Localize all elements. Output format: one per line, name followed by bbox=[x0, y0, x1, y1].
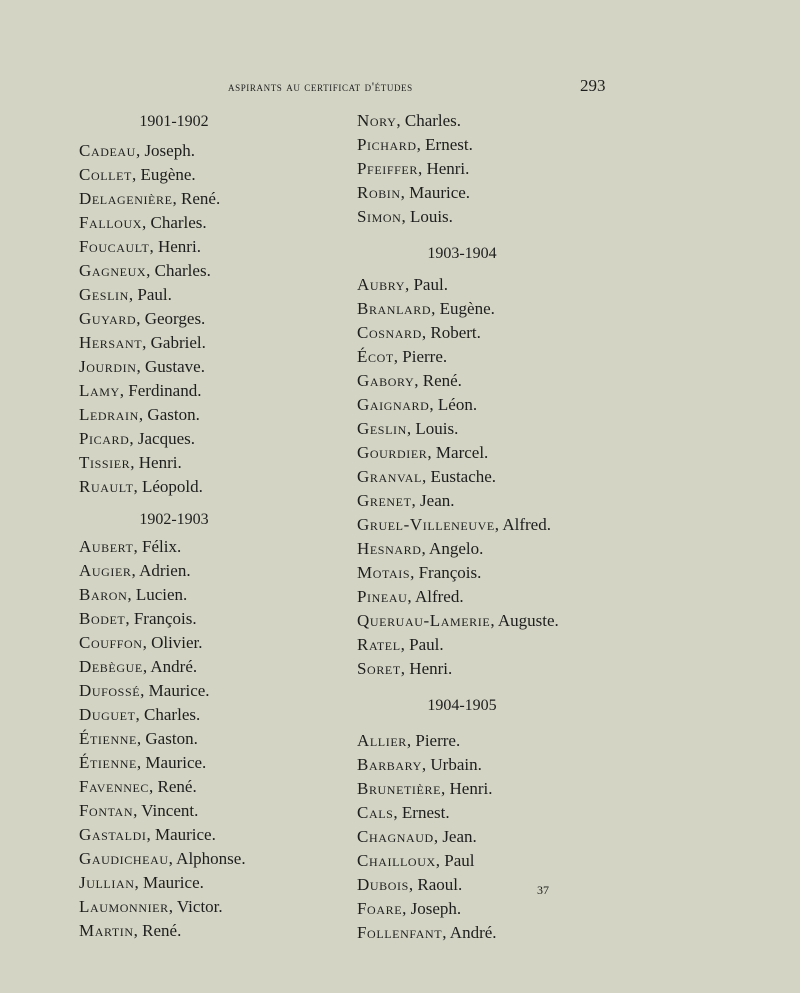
surname: Ledrain bbox=[79, 405, 139, 424]
surname: Ruault bbox=[79, 477, 134, 496]
surname: Martin bbox=[79, 921, 134, 940]
surname: Queruau-Lamerie bbox=[357, 611, 491, 630]
list-item: Favennec, René. bbox=[79, 777, 197, 796]
list-item: Soret, Henri. bbox=[357, 659, 453, 678]
given-name: Ernest. bbox=[401, 803, 450, 822]
given-name: Auguste. bbox=[497, 611, 559, 630]
list-item: Écot, Pierre. bbox=[357, 347, 448, 366]
given-name: Alfred. bbox=[414, 587, 464, 606]
list-item: Baron, Lucien. bbox=[79, 585, 188, 604]
surname: Barbary bbox=[357, 755, 422, 774]
surname: Debègue bbox=[79, 657, 143, 676]
surname: Pichard bbox=[357, 135, 417, 154]
list-item: Dufossé, Maurice. bbox=[79, 681, 210, 700]
page-number: 293 bbox=[580, 76, 606, 95]
list-item: Robin, Maurice. bbox=[357, 183, 471, 202]
given-name: Maurice. bbox=[145, 753, 207, 772]
surname: Écot bbox=[357, 347, 394, 366]
given-name: Jacques. bbox=[137, 429, 196, 448]
list-item: Ratel, Paul. bbox=[357, 635, 444, 654]
list-item: Gaignard, Léon. bbox=[357, 395, 478, 414]
list-item: Pfeiffer, Henri. bbox=[357, 159, 470, 178]
list-item: Debègue, André. bbox=[79, 657, 198, 676]
list-item: Aubert, Félix. bbox=[79, 537, 182, 556]
given-name: Pierre. bbox=[402, 347, 448, 366]
surname: Dufossé bbox=[79, 681, 141, 700]
surname: Étienne bbox=[79, 753, 137, 772]
given-name: René. bbox=[142, 921, 182, 940]
given-name: Alfred. bbox=[502, 515, 551, 534]
given-name: Joseph. bbox=[144, 141, 195, 160]
given-name: Eugène. bbox=[140, 165, 196, 184]
given-name: Henri. bbox=[138, 453, 182, 472]
list-item: Granval, Eustache. bbox=[357, 467, 497, 486]
running-title: aspirants au certificat d'études bbox=[228, 79, 413, 94]
given-name: Gaston. bbox=[147, 405, 200, 424]
list-item: Dubois, Raoul. bbox=[357, 875, 463, 894]
left-column bbox=[79, 107, 379, 943]
given-name: Paul. bbox=[409, 635, 444, 654]
given-name: Charles. bbox=[404, 111, 462, 130]
year-heading: 1904-1905 bbox=[427, 697, 497, 714]
name-list bbox=[357, 273, 657, 681]
surname: Lamy bbox=[79, 381, 120, 400]
list-item: Jullian, Maurice. bbox=[79, 873, 204, 892]
list-item: Lamy, Ferdinand. bbox=[79, 381, 202, 400]
surname: Duguet bbox=[79, 705, 136, 724]
list-item: Nory, Charles. bbox=[357, 111, 462, 130]
list-item: Bodet, François. bbox=[79, 609, 197, 628]
given-name: Eugène. bbox=[439, 299, 495, 318]
list-item: Allier, Pierre. bbox=[357, 731, 461, 750]
list-item: Laumonnier, Victor. bbox=[79, 897, 223, 916]
surname: Simon bbox=[357, 207, 402, 226]
surname: Branlard bbox=[357, 299, 432, 318]
surname: Dubois bbox=[357, 875, 409, 894]
list-item: Collet, Eugène. bbox=[79, 165, 196, 184]
list-item: Delagenière, René. bbox=[79, 189, 221, 208]
surname: Gruel-Villeneuve bbox=[357, 515, 495, 534]
list-item: Foare, Joseph. bbox=[357, 899, 462, 918]
surname: Soret bbox=[357, 659, 401, 678]
given-name: Victor. bbox=[176, 897, 223, 916]
list-item: Gourdier, Marcel. bbox=[357, 443, 489, 462]
given-name: Gaston. bbox=[145, 729, 198, 748]
surname: Collet bbox=[79, 165, 132, 184]
list-item: Guyard, Georges. bbox=[79, 309, 206, 328]
surname: Baron bbox=[79, 585, 128, 604]
given-name: Alphonse. bbox=[176, 849, 246, 868]
list-item: Falloux, Charles. bbox=[79, 213, 207, 232]
surname: Falloux bbox=[79, 213, 142, 232]
given-name: Raoul. bbox=[417, 875, 463, 894]
surname: Geslin bbox=[357, 419, 407, 438]
surname: Hersant bbox=[79, 333, 143, 352]
given-name: Georges. bbox=[144, 309, 206, 328]
surname: Étienne bbox=[79, 729, 137, 748]
surname: Augier bbox=[79, 561, 132, 580]
surname: Geslin bbox=[79, 285, 129, 304]
list-item: Follenfant, André. bbox=[357, 923, 497, 942]
given-name: Maurice. bbox=[154, 825, 216, 844]
given-name: Gabriel. bbox=[150, 333, 206, 352]
list-item: Pichard, Ernest. bbox=[357, 135, 473, 154]
given-name: François. bbox=[418, 563, 482, 582]
list-item: Queruau-Lamerie, Auguste. bbox=[357, 611, 559, 630]
list-item: Geslin, Louis. bbox=[357, 419, 459, 438]
surname: Jullian bbox=[79, 873, 135, 892]
list-item: Cals, Ernest. bbox=[357, 803, 450, 822]
list-item: Pineau, Alfred. bbox=[357, 587, 464, 606]
list-item: Aubry, Paul. bbox=[357, 275, 448, 294]
list-item: Couffon, Olivier. bbox=[79, 633, 203, 652]
surname: Pineau bbox=[357, 587, 408, 606]
given-name: Henri. bbox=[157, 237, 201, 256]
surname: Jourdin bbox=[79, 357, 137, 376]
surname: Gaignard bbox=[357, 395, 430, 414]
given-name: Gustave. bbox=[144, 357, 205, 376]
list-item: Gastaldi, Maurice. bbox=[79, 825, 216, 844]
surname: Picard bbox=[79, 429, 130, 448]
surname: Foare bbox=[357, 899, 403, 918]
given-name: Ferdinand. bbox=[128, 381, 202, 400]
surname: Allier bbox=[357, 731, 407, 750]
list-item: Foucault, Henri. bbox=[79, 237, 201, 256]
list-item: Fontan, Vincent. bbox=[79, 801, 199, 820]
list-item: Étienne, Gaston. bbox=[79, 729, 198, 748]
given-name: Louis. bbox=[409, 207, 453, 226]
name-list bbox=[79, 139, 379, 499]
year-heading: 1902-1903 bbox=[139, 511, 209, 528]
list-item: Duguet, Charles. bbox=[79, 705, 201, 724]
list-item: Chailloux, Paul bbox=[357, 851, 475, 870]
list-item: Barbary, Urbain. bbox=[357, 755, 482, 774]
surname: Chailloux bbox=[357, 851, 436, 870]
given-name: Eustache. bbox=[430, 467, 497, 486]
surname: Motais bbox=[357, 563, 411, 582]
list-item: Motais, François. bbox=[357, 563, 482, 582]
surname: Foucault bbox=[79, 237, 150, 256]
surname: Granval bbox=[357, 467, 422, 486]
list-item: Branlard, Eugène. bbox=[357, 299, 495, 318]
surname: Gaudicheau bbox=[79, 849, 169, 868]
given-name: André. bbox=[449, 923, 497, 942]
given-name: Olivier. bbox=[151, 633, 203, 652]
surname: Follenfant bbox=[357, 923, 443, 942]
given-name: René. bbox=[157, 777, 197, 796]
surname: Couffon bbox=[79, 633, 143, 652]
given-name: André. bbox=[150, 657, 198, 676]
given-name: Lucien. bbox=[135, 585, 188, 604]
surname: Pfeiffer bbox=[357, 159, 418, 178]
list-item: Geslin, Paul. bbox=[79, 285, 172, 304]
running-head bbox=[0, 76, 800, 100]
right-column bbox=[357, 107, 657, 945]
list-item: Chagnaud, Jean. bbox=[357, 827, 477, 846]
year-heading: 1901-1902 bbox=[139, 113, 209, 130]
list-item: Augier, Adrien. bbox=[79, 561, 191, 580]
surname: Brunetière bbox=[357, 779, 441, 798]
surname: Aubry bbox=[357, 275, 405, 294]
surname: Hesnard bbox=[357, 539, 422, 558]
given-name: Urbain. bbox=[430, 755, 482, 774]
given-name: Henri. bbox=[409, 659, 453, 678]
surname: Cosnard bbox=[357, 323, 422, 342]
given-name: Charles. bbox=[144, 705, 201, 724]
surname: Cadeau bbox=[79, 141, 136, 160]
surname: Gabory bbox=[357, 371, 415, 390]
list-item: Simon, Louis. bbox=[357, 207, 453, 226]
surname: Chagnaud bbox=[357, 827, 434, 846]
given-name: René. bbox=[422, 371, 462, 390]
list-item: Grenet, Jean. bbox=[357, 491, 455, 510]
given-name: François. bbox=[133, 609, 197, 628]
given-name: Pierre. bbox=[415, 731, 461, 750]
list-item: Ruault, Léopold. bbox=[79, 477, 203, 496]
surname: Grenet bbox=[357, 491, 412, 510]
surname: Laumonnier bbox=[79, 897, 169, 916]
given-name: Félix. bbox=[142, 537, 182, 556]
list-item: Gabory, René. bbox=[357, 371, 462, 390]
signature-mark: 37 bbox=[537, 883, 549, 897]
surname: Tissier bbox=[79, 453, 131, 472]
given-name: Adrien. bbox=[139, 561, 191, 580]
given-name: Léopold. bbox=[142, 477, 203, 496]
surname: Bodet bbox=[79, 609, 126, 628]
list-item: Cadeau, Joseph. bbox=[79, 141, 195, 160]
list-item: Hersant, Gabriel. bbox=[79, 333, 206, 352]
list-item: Picard, Jacques. bbox=[79, 429, 196, 448]
given-name: René. bbox=[181, 189, 221, 208]
surname: Gourdier bbox=[357, 443, 428, 462]
list-item: Hesnard, Angelo. bbox=[357, 539, 484, 558]
given-name: Louis. bbox=[415, 419, 459, 438]
list-item: Tissier, Henri. bbox=[79, 453, 182, 472]
given-name: Maurice. bbox=[409, 183, 471, 202]
surname: Gagneux bbox=[79, 261, 147, 280]
given-name: Marcel. bbox=[435, 443, 489, 462]
list-item: Gruel-Villeneuve, Alfred. bbox=[357, 515, 551, 534]
name-list bbox=[357, 729, 657, 945]
given-name: Angelo. bbox=[429, 539, 484, 558]
list-item: Jourdin, Gustave. bbox=[79, 357, 205, 376]
surname: Fontan bbox=[79, 801, 134, 820]
year-heading: 1903-1904 bbox=[427, 245, 497, 262]
list-item: Brunetière, Henri. bbox=[357, 779, 493, 798]
surname: Delagenière bbox=[79, 189, 173, 208]
given-name: Ernest. bbox=[425, 135, 473, 154]
list-item: Ledrain, Gaston. bbox=[79, 405, 200, 424]
list-item: Étienne, Maurice. bbox=[79, 753, 207, 772]
surname: Aubert bbox=[79, 537, 134, 556]
given-name: Vincent. bbox=[141, 801, 199, 820]
surname: Favennec bbox=[79, 777, 150, 796]
surname: Cals bbox=[357, 803, 394, 822]
given-name: Robert. bbox=[430, 323, 481, 342]
surname: Robin bbox=[357, 183, 401, 202]
name-list bbox=[357, 109, 657, 229]
given-name: Paul. bbox=[137, 285, 172, 304]
given-name: Jean. bbox=[442, 827, 477, 846]
list-item: Martin, René. bbox=[79, 921, 182, 940]
given-name: Henri. bbox=[449, 779, 493, 798]
name-list bbox=[79, 535, 379, 943]
given-name: Maurice. bbox=[148, 681, 210, 700]
list-item: Gaudicheau, Alphonse. bbox=[79, 849, 246, 868]
surname: Guyard bbox=[79, 309, 137, 328]
given-name: Henri. bbox=[426, 159, 470, 178]
given-name: Joseph. bbox=[410, 899, 462, 918]
given-name: Charles. bbox=[150, 213, 207, 232]
given-name: Paul. bbox=[413, 275, 448, 294]
surname: Ratel bbox=[357, 635, 401, 654]
given-name: Léon. bbox=[437, 395, 478, 414]
given-name: Jean. bbox=[420, 491, 455, 510]
given-name: Charles. bbox=[154, 261, 211, 280]
list-item: Cosnard, Robert. bbox=[357, 323, 481, 342]
list-item: Gagneux, Charles. bbox=[79, 261, 211, 280]
given-name: Paul bbox=[444, 851, 475, 870]
surname: Gastaldi bbox=[79, 825, 147, 844]
surname: Nory bbox=[357, 111, 397, 130]
given-name: Maurice. bbox=[142, 873, 204, 892]
